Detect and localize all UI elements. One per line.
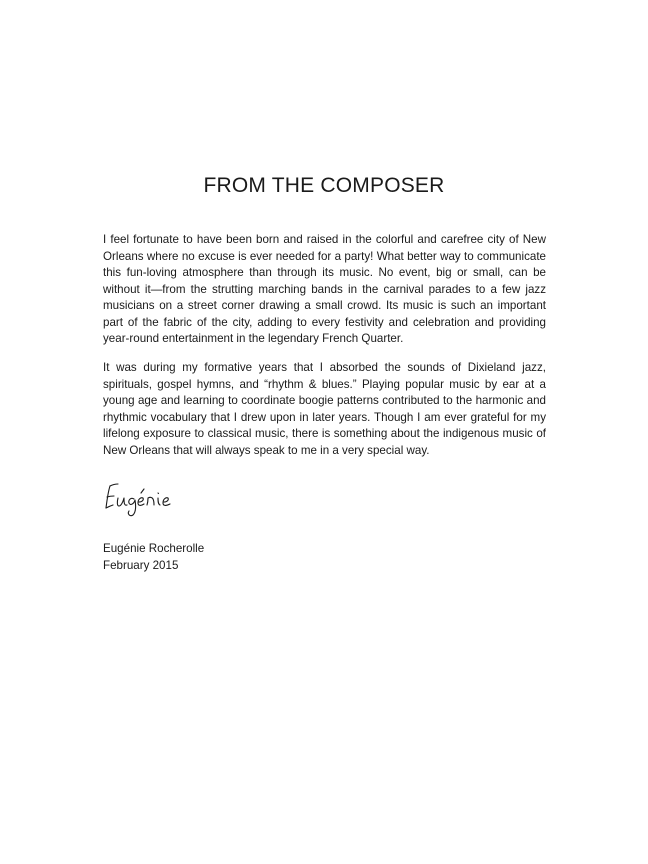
- paragraph-2: It was during my formative years that I absorbed the sounds of Dixieland jazz, spirituals, gospel hymns, and “rhythm & blues.” Playing popular music by ear at a young age and learning to coordinate boogie patterns contributed to the harmonic and rhythmic vocabulary that I drew upon in later years. Though I am ever grateful for my lifelong exposure to classical music, there is something about the indigenous music of New Orleans that will always speak to me in a very special way.: [103, 361, 546, 457]
- page-title: FROM THE COMPOSER: [203, 174, 445, 197]
- signature-date: February 2015: [103, 558, 179, 572]
- signature-drawing: [102, 478, 212, 518]
- signature-block: [103, 541, 204, 574]
- paragraph-1: I feel fortunate to have been born and raised in the colorful and carefree city of New Orleans where no excuse is ever needed for a party! What better way to communicate this fun-loving atmosphere than through its music. No event, big or small, can be without it—from the strutting marching bands in the carnival parades to a few jazz musicians on a street corner drawing a small crowd. Its music is such an important part of the fabric of the city, adding to every festivity and celebration and providing year-round entertainment in the legendary French Quarter.: [103, 233, 546, 345]
- author-name: Eugénie Rocherolle: [103, 542, 205, 555]
- handwritten-signature: [102, 478, 212, 518]
